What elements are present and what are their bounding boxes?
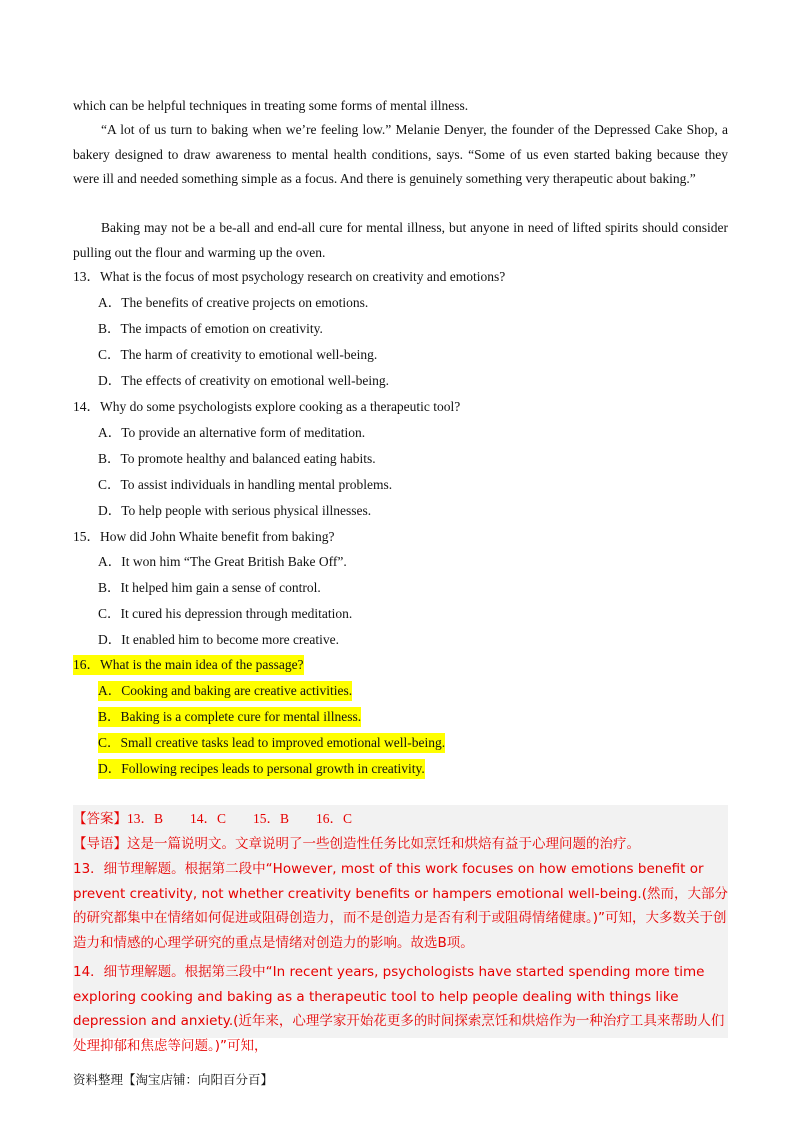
option-16-a: A．Cooking and baking are creative activities. (98, 681, 352, 701)
option-16-b: B．Baking is a complete cure for mental illness. (98, 707, 361, 727)
explanation-14: 14．细节理解题。根据第三段中“In recent years, psychologists have started spending more time exploring cooking and baking as a therapeutic tool to help people dealing with things like depression and anxiety.(近年来，心理学家开始花更多的时间探索烹饪和烘焙作为一种治疗工具来帮助人们处理抑郁和焦虑等问题。)”可知， (73, 964, 725, 1054)
guide-label: 【导语】 (73, 836, 127, 852)
option-14-a: A．To provide an alternative form of meditation. (98, 425, 366, 440)
option-16-c: C．Small creative tasks lead to improved emotional well-being. (98, 733, 445, 753)
guide-line (73, 832, 728, 857)
answer-key-line (73, 807, 728, 832)
question-15: 15．How did John Whaite benefit from baking? (73, 529, 335, 544)
option-15-d: D．It enabled him to become more creative. (98, 632, 340, 647)
option-13-c: C．The harm of creativity to emotional well-being. (98, 347, 378, 362)
answer-key: 13．B 14．C 15．B 16．C (127, 811, 353, 826)
question-14: 14．Why do some psychologists explore cooking as a therapeutic tool? (73, 399, 461, 414)
answer-label: 【答案】 (73, 811, 127, 827)
option-13-a: A．The benefits of creative projects on emotions. (98, 295, 369, 310)
option-13-d: D．The effects of creativity on emotional well-being. (98, 373, 390, 388)
option-14-d: D．To help people with serious physical illnesses. (98, 503, 372, 518)
option-15-b: B．It helped him gain a sense of control. (98, 580, 321, 595)
option-15-c: C．It cured his depression through meditation. (98, 606, 353, 621)
option-13-b: B．The impacts of emotion on creativity. (98, 321, 323, 336)
option-16-d: D．Following recipes leads to personal growth in creativity. (98, 759, 425, 779)
option-14-b: B．To promote healthy and balanced eating habits. (98, 451, 376, 466)
explanation-13: 13．细节理解题。根据第二段中“However, most of this work focuses on how emotions benefit or prevent creativity, not whether creativity benefits or hampers emotional well-being.(然而，大部分的研究都集中在情绪如何促进或阻碍创造力，而不是创造力是否有利于或阻碍情绪健康。)”可知，大多数关于创造力和情感的心理学研究的重点是情绪对创造力的影响。故选B项。 (73, 861, 728, 951)
passage-paragraph-2: Baking may not be a be-all and end-all cure for mental illness, but anyone in need of lifted spirits should consider pulling out the flour and warming up the oven. (73, 220, 728, 260)
passage-line: which can be helpful techniques in treating some forms of mental illness. (73, 98, 469, 113)
footer-source: 资料整理【淘宝店铺：向阳百分百】 (73, 1072, 274, 1087)
option-15-a: A．It won him “The Great British Bake Off”. (98, 554, 347, 569)
passage-paragraph-1: “A lot of us turn to baking when we’re feeling low.” Melanie Denyer, the founder of the Depressed Cake Shop, a bakery designed to draw awareness to mental health conditions, says. “Some of us even started baking because they were ill and needed something simple as a focus. And there is genuinely something very therapeutic about baking.” (73, 122, 728, 186)
question-16: 16．What is the main idea of the passage? (73, 655, 304, 675)
guide-text: 这是一篇说明文。文章说明了一些创造性任务比如烹饪和烘焙有益于心理问题的治疗。 (127, 836, 640, 852)
option-14-c: C．To assist individuals in handling mental problems. (98, 477, 393, 492)
question-13: 13．What is the focus of most psychology research on creativity and emotions? (73, 269, 506, 284)
